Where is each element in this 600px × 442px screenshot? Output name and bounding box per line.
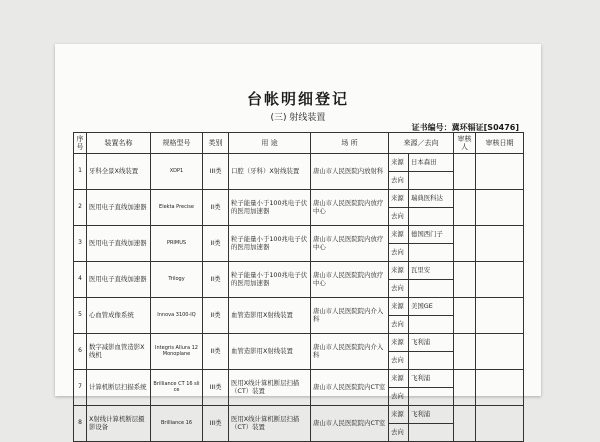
row-audit-date xyxy=(476,190,524,226)
row-from-value: 飞利浦 xyxy=(409,370,454,388)
row-no: 3 xyxy=(74,226,87,262)
table-row xyxy=(74,370,524,388)
row-category: II类 xyxy=(203,190,229,226)
header-audit-date: 审核日期 xyxy=(476,133,524,154)
row-no: 1 xyxy=(74,154,87,190)
row-use: 口腔（牙科）X射线装置 xyxy=(229,154,311,190)
row-auditor xyxy=(454,334,476,370)
row-from-value: 日本森田 xyxy=(409,154,454,172)
table-row xyxy=(74,298,524,316)
row-from-value: 瑞典医科达 xyxy=(409,190,454,208)
row-model: PRIMUS xyxy=(151,226,203,262)
ledger-sheet xyxy=(55,44,541,436)
row-category: II类 xyxy=(203,262,229,298)
row-audit-date xyxy=(476,262,524,298)
header-site: 场 所 xyxy=(311,133,389,154)
row-auditor xyxy=(454,190,476,226)
section-subtitle: (三) 射线装置 xyxy=(270,113,326,123)
row-to-value xyxy=(409,172,454,190)
row-use: 医用X线计算机断层扫描（CT）装置 xyxy=(229,406,311,442)
row-device-name: 计算机断层扫描系统 xyxy=(87,370,151,406)
row-category: III类 xyxy=(203,154,229,190)
row-device-name: 牙科全景X线装置 xyxy=(87,154,151,190)
row-to-label: 去向 xyxy=(389,424,409,442)
row-model: Brilliance 16 xyxy=(151,406,203,442)
row-to-label: 去向 xyxy=(389,316,409,334)
row-audit-date xyxy=(476,370,524,406)
row-site: 唐山市人民医院院内放疗中心 xyxy=(311,262,389,298)
row-from-value: 飞利浦 xyxy=(409,406,454,424)
header-model: 规格型号 xyxy=(151,133,203,154)
row-model: Elekta Precise xyxy=(151,190,203,226)
row-model: Innova 3100-IQ xyxy=(151,298,203,334)
row-no: 5 xyxy=(74,298,87,334)
row-use: 医用X线计算机断层扫描（CT）装置 xyxy=(229,370,311,406)
row-device-name: 心血管成像系统 xyxy=(87,298,151,334)
certificate-value: 冀环辐证[S0476] xyxy=(451,123,519,132)
row-to-label: 去向 xyxy=(389,208,409,226)
row-model: Integris Allura 12 Monoplane xyxy=(151,334,203,370)
device-ledger-table xyxy=(73,132,524,442)
row-use: 粒子能量小于100兆电子伏的医用加速器 xyxy=(229,262,311,298)
row-audit-date xyxy=(476,226,524,262)
table-row xyxy=(74,154,524,172)
row-no: 4 xyxy=(74,262,87,298)
row-from-label: 来源 xyxy=(389,406,409,424)
row-from-label: 来源 xyxy=(389,190,409,208)
header-category: 类别 xyxy=(203,133,229,154)
row-no: 2 xyxy=(74,190,87,226)
row-auditor xyxy=(454,154,476,190)
row-to-value xyxy=(409,208,454,226)
row-audit-date xyxy=(476,334,524,370)
row-from-label: 来源 xyxy=(389,226,409,244)
row-to-value xyxy=(409,244,454,262)
row-from-value: 飞利浦 xyxy=(409,334,454,352)
row-site: 唐山市人民医院院内CT室 xyxy=(311,406,389,442)
row-from-label: 来源 xyxy=(389,262,409,280)
table-header-row xyxy=(74,133,524,154)
row-no: 8 xyxy=(74,406,87,442)
row-category: II类 xyxy=(203,334,229,370)
row-audit-date xyxy=(476,298,524,334)
row-auditor xyxy=(454,226,476,262)
row-use: 粒子能量小于100兆电子伏的医用加速器 xyxy=(229,190,311,226)
row-model: Brilliance CT 16 slice xyxy=(151,370,203,406)
row-auditor xyxy=(454,298,476,334)
certificate-label: 证书编号： xyxy=(411,123,452,132)
row-site: 唐山市人民医院院内CT室 xyxy=(311,370,389,406)
row-model: Trilogy xyxy=(151,262,203,298)
row-use: 血管造影用X射线装置 xyxy=(229,298,311,334)
row-to-value xyxy=(409,352,454,370)
row-auditor xyxy=(454,370,476,406)
row-model: XDP1 xyxy=(151,154,203,190)
row-site: 唐山市人民医院院内介入科 xyxy=(311,334,389,370)
row-to-label: 去向 xyxy=(389,172,409,190)
page-title: 台帐明细登记 xyxy=(246,90,349,108)
table-row xyxy=(74,406,524,424)
row-use: 粒子能量小于100兆电子伏的医用加速器 xyxy=(229,226,311,262)
row-device-name: 医用电子直线加速器 xyxy=(87,226,151,262)
row-use: 血管造影用X射线装置 xyxy=(229,334,311,370)
header-auditor: 审核人 xyxy=(454,133,476,154)
row-category: III类 xyxy=(203,406,229,442)
row-device-name: 数字减影血管造影X线机 xyxy=(87,334,151,370)
table-row xyxy=(74,190,524,208)
row-to-label: 去向 xyxy=(389,388,409,406)
row-from-label: 来源 xyxy=(389,334,409,352)
row-no: 6 xyxy=(74,334,87,370)
row-from-label: 来源 xyxy=(389,370,409,388)
row-audit-date xyxy=(476,154,524,190)
row-to-label: 去向 xyxy=(389,352,409,370)
row-category: II类 xyxy=(203,298,229,334)
header-source: 来源／去向 xyxy=(389,133,454,154)
row-from-label: 来源 xyxy=(389,298,409,316)
row-to-label: 去向 xyxy=(389,244,409,262)
row-device-name: X射线计算机断层摄影设备 xyxy=(87,406,151,442)
row-category: III类 xyxy=(203,370,229,406)
table-row xyxy=(74,226,524,244)
row-to-value xyxy=(409,424,454,442)
row-site: 唐山市人民医院院内介入科 xyxy=(311,298,389,334)
row-device-name: 医用电子直线加速器 xyxy=(87,190,151,226)
row-category: II类 xyxy=(203,226,229,262)
table-row xyxy=(74,262,524,280)
row-to-value xyxy=(409,388,454,406)
row-no: 7 xyxy=(74,370,87,406)
row-to-value xyxy=(409,316,454,334)
row-from-value: 德国西门子 xyxy=(409,226,454,244)
row-from-value: 美国GE xyxy=(409,298,454,316)
row-site: 唐山市人民医院院内放疗中心 xyxy=(311,226,389,262)
row-site: 唐山市人民医院院内放疗中心 xyxy=(311,190,389,226)
table-row xyxy=(74,334,524,352)
header-name: 装置名称 xyxy=(87,133,151,154)
row-device-name: 医用电子直线加速器 xyxy=(87,262,151,298)
row-auditor xyxy=(454,262,476,298)
row-from-label: 来源 xyxy=(389,154,409,172)
row-site: 唐山市人民医院内放射科 xyxy=(311,154,389,190)
row-from-value: 瓦里安 xyxy=(409,262,454,280)
row-to-label: 去向 xyxy=(389,280,409,298)
header-no: 序号 xyxy=(74,133,87,154)
row-to-value xyxy=(409,280,454,298)
header-use: 用 途 xyxy=(229,133,311,154)
